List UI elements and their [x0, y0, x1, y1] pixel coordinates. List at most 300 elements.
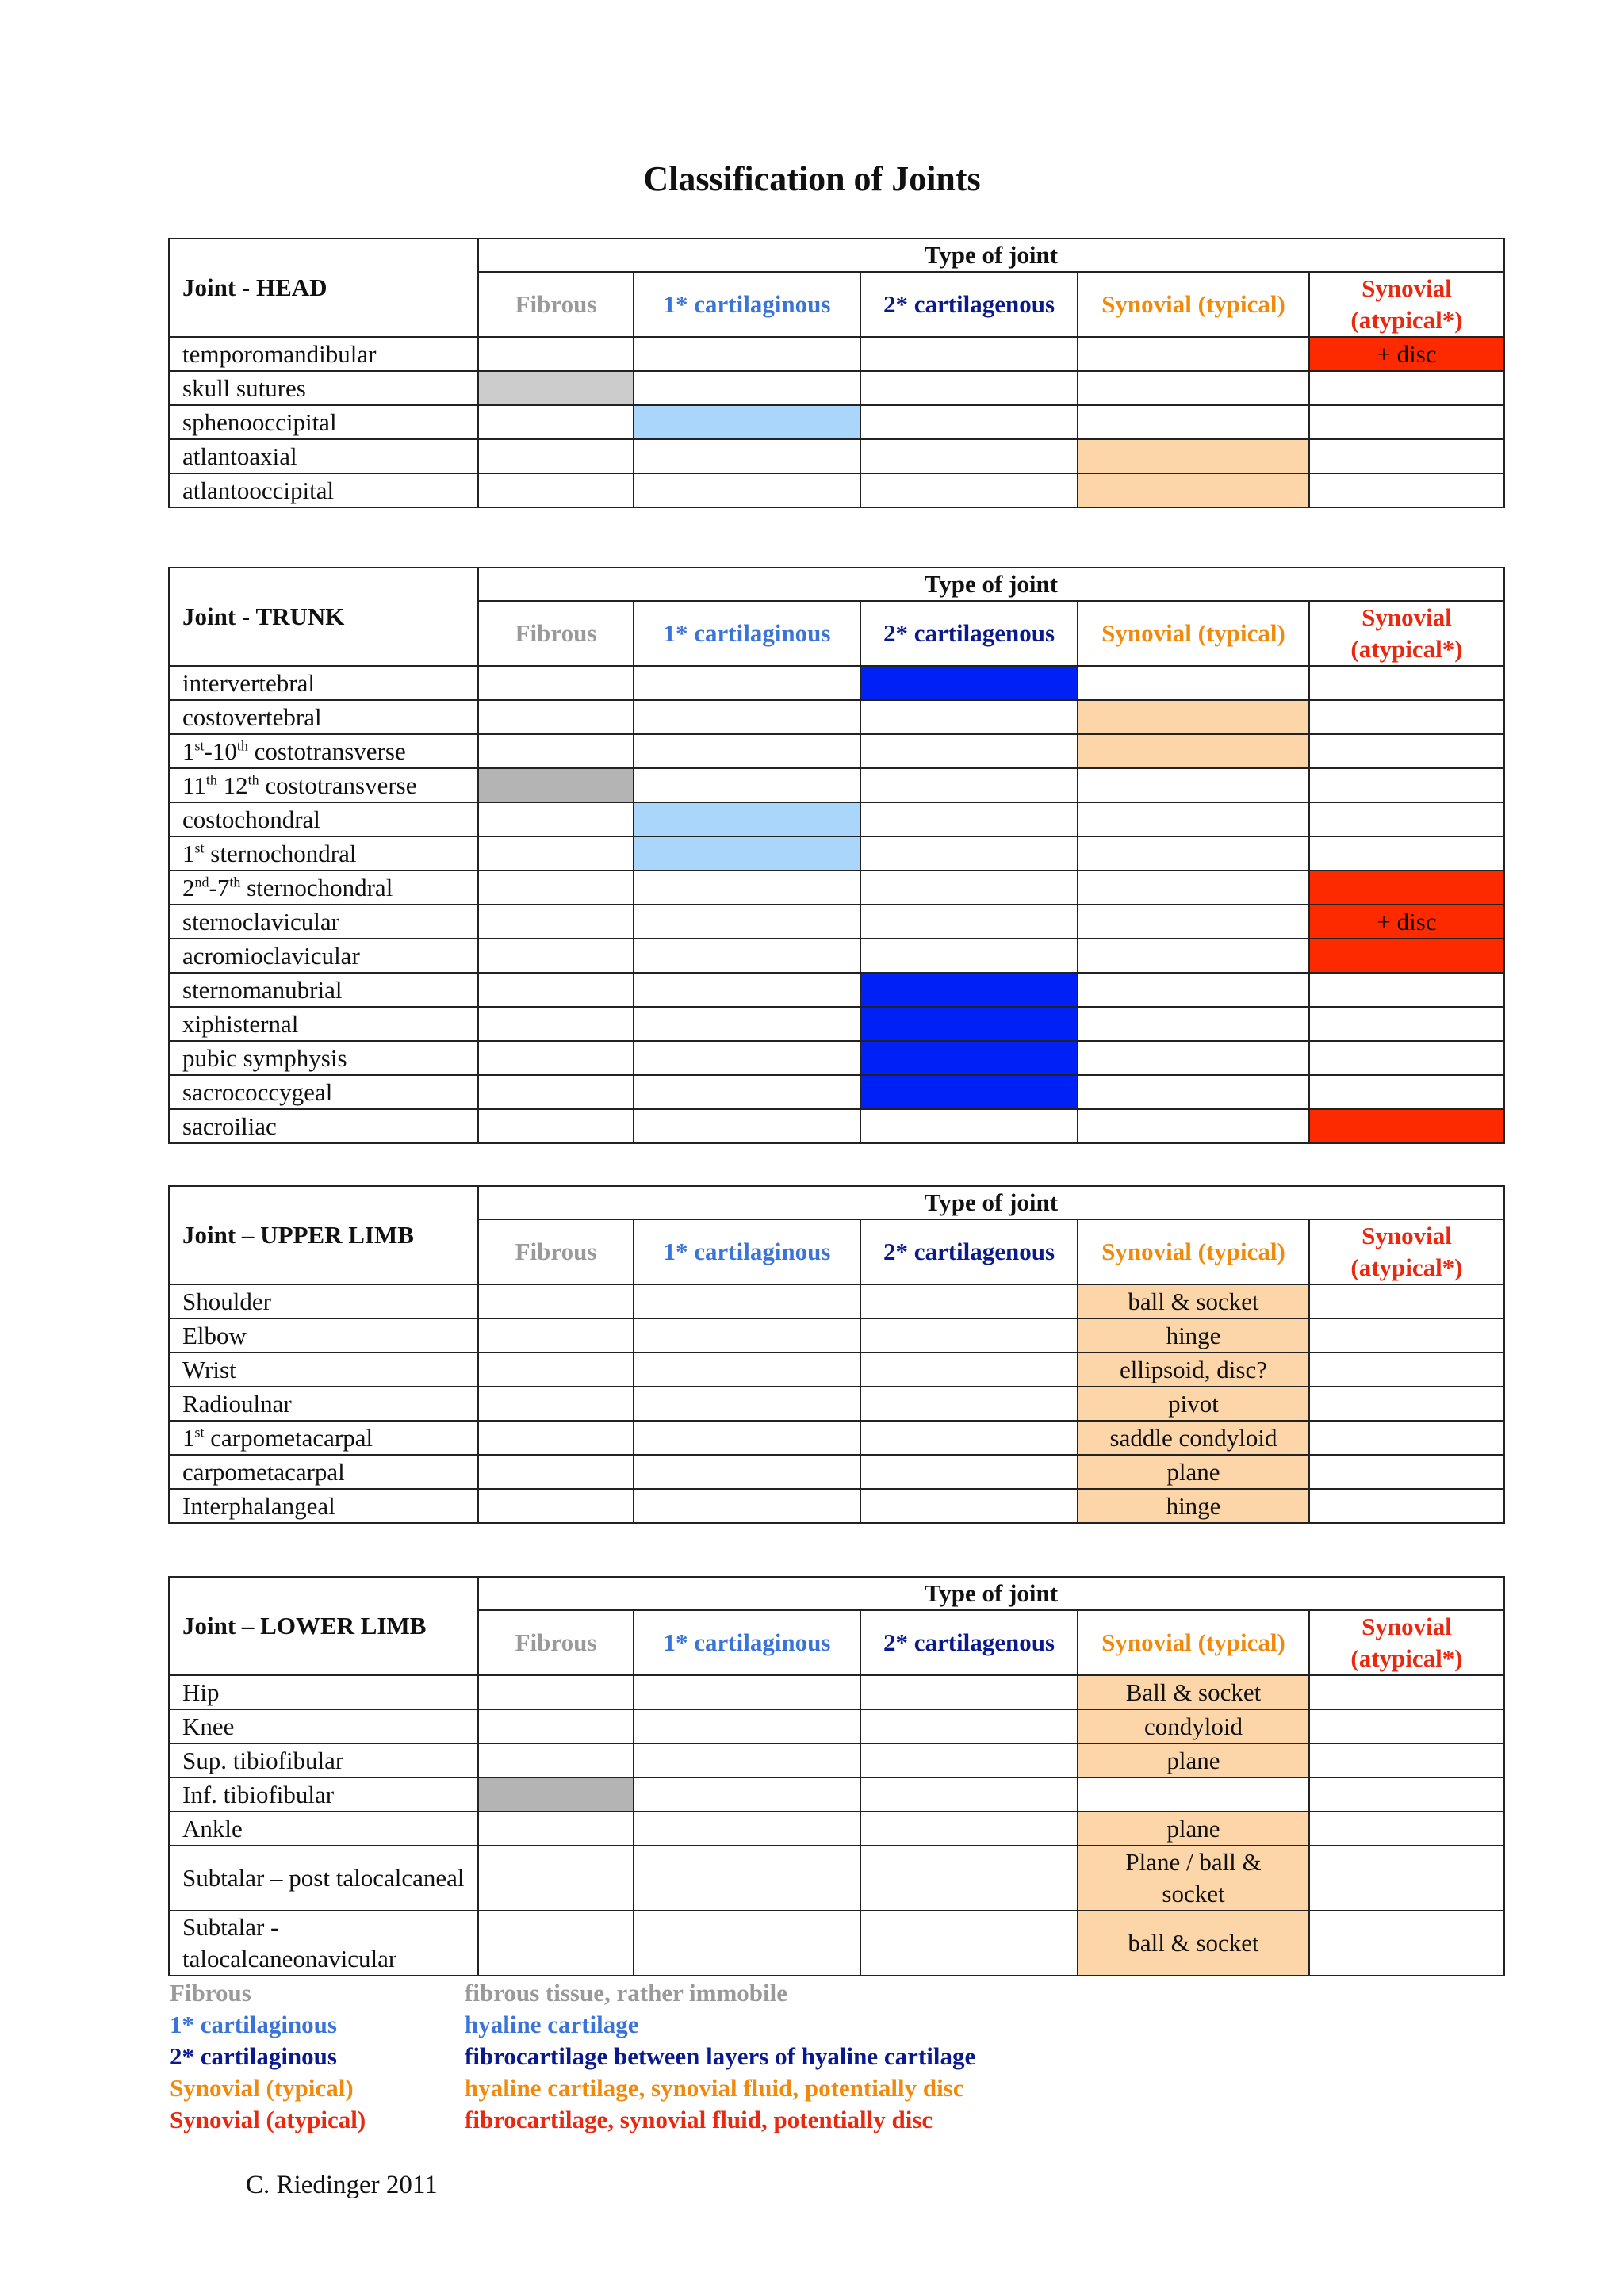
column-header-cart2: 2* cartilagenous [860, 601, 1078, 666]
cell-fibrous [478, 1284, 634, 1318]
cell-cart2 [860, 337, 1078, 371]
column-header-cart1: 1* cartilaginous [634, 601, 860, 666]
cell-fibrous [478, 337, 634, 371]
cell-syn_atyp [1309, 473, 1504, 507]
column-header-fibrous: Fibrous [478, 1219, 634, 1284]
cell-fibrous [478, 1455, 634, 1489]
cell-cart1 [634, 734, 860, 768]
cell-syn_typ [1078, 939, 1309, 973]
column-header-syn_atyp: Synovial (atypical*) [1309, 272, 1504, 337]
joint-name-part: -7 [209, 873, 230, 901]
cell-fibrous [478, 973, 634, 1007]
ordinal-suffix: nd [194, 874, 209, 890]
joint-name: Inf. tibiofibular [169, 1777, 478, 1812]
joint-name: Subtalar – post talocalcaneal [169, 1846, 478, 1911]
joint-name: Wrist [169, 1353, 478, 1387]
cell-cart1 [634, 1387, 860, 1421]
filled-cell-syn_typ [1078, 473, 1309, 507]
cell-syn_atyp [1309, 1075, 1504, 1109]
joint-name: Sup. tibiofibular [169, 1743, 478, 1777]
author-credit: C. Riedinger 2011 [246, 2171, 438, 2199]
column-header-cart1: 1* cartilaginous [634, 1219, 860, 1284]
legend-item [170, 2009, 975, 2041]
table-row [169, 1812, 1504, 1846]
cell-cart1 [634, 1846, 860, 1911]
filled-cell-cart2 [860, 1041, 1078, 1075]
cell-fibrous [478, 802, 634, 836]
cell-cart2 [860, 1353, 1078, 1387]
joint-name [169, 768, 478, 802]
cell-cart2 [860, 473, 1078, 507]
filled-cell-cart2 [860, 973, 1078, 1007]
cell-cart2 [860, 1284, 1078, 1318]
cell-cart1 [634, 1777, 860, 1812]
joint-name: Subtalar - talocalcaneonavicular [169, 1911, 478, 1976]
table-row [169, 1743, 1504, 1777]
joint-name: Ankle [169, 1812, 478, 1846]
filled-cell-syn_typ: Ball & socket [1078, 1675, 1309, 1709]
filled-cell-syn_typ: pivot [1078, 1387, 1309, 1421]
cell-cart2 [860, 768, 1078, 802]
joint-table [168, 567, 1505, 1144]
cell-syn_atyp [1309, 1709, 1504, 1743]
filled-cell-syn_atyp: + disc [1309, 905, 1504, 939]
cell-syn_atyp [1309, 1812, 1504, 1846]
joint-name-part: carpometacarpal [204, 1423, 373, 1452]
table-row [169, 1075, 1504, 1109]
page-title: Classification of Joints [643, 159, 981, 198]
table-row [169, 1109, 1504, 1143]
joint-name-part: 1 [182, 839, 195, 867]
joint-name: Elbow [169, 1318, 478, 1353]
cell-cart1 [634, 939, 860, 973]
cell-syn_atyp [1309, 802, 1504, 836]
joint-name-part: sternochondral [204, 839, 357, 867]
joint-name: costovertebral [169, 700, 478, 734]
table-row [169, 871, 1504, 905]
legend-description: hyaline cartilage [465, 2011, 639, 2038]
joint-name: Hip [169, 1675, 478, 1709]
joint-name: carpometacarpal [169, 1455, 478, 1489]
table-row [169, 1318, 1504, 1353]
filled-cell-syn_typ: plane [1078, 1812, 1309, 1846]
joint-name: xiphisternal [169, 1007, 478, 1041]
cell-syn_typ [1078, 337, 1309, 371]
table-heading: Joint - TRUNK [169, 568, 478, 666]
cell-syn_atyp [1309, 1455, 1504, 1489]
joint-name: intervertebral [169, 666, 478, 700]
filled-cell-syn_atyp [1309, 871, 1504, 905]
filled-cell-syn_typ: plane [1078, 1743, 1309, 1777]
filled-cell-cart1 [634, 802, 860, 836]
filled-cell-cart2 [860, 1075, 1078, 1109]
table-row [169, 371, 1504, 405]
filled-cell-syn_typ [1078, 439, 1309, 473]
cell-cart1 [634, 1489, 860, 1523]
cell-cart1 [634, 1318, 860, 1353]
table-row [169, 439, 1504, 473]
cell-cart1 [634, 1421, 860, 1455]
joint-name [169, 871, 478, 905]
cell-fibrous [478, 473, 634, 507]
column-header-syn_atyp: Synovial (atypical*) [1309, 1610, 1504, 1675]
cell-syn_atyp [1309, 1353, 1504, 1387]
table-row [169, 666, 1504, 700]
legend-name: 2* cartilaginous [170, 2042, 337, 2070]
column-header-syn_typ: Synovial (typical) [1078, 601, 1309, 666]
cell-syn_typ [1078, 666, 1309, 700]
column-header-cart1: 1* cartilaginous [634, 1610, 860, 1675]
cell-cart2 [860, 700, 1078, 734]
table-row [169, 1455, 1504, 1489]
joint-name [169, 1421, 478, 1455]
joint-name-part: 12 [216, 771, 248, 799]
table-row [169, 939, 1504, 973]
cell-syn_atyp [1309, 405, 1504, 439]
legend [170, 1977, 975, 2136]
cell-cart1 [634, 1675, 860, 1709]
cell-syn_atyp [1309, 1007, 1504, 1041]
table-heading: Joint - HEAD [169, 239, 478, 337]
cell-cart2 [860, 871, 1078, 905]
filled-cell-fibrous [478, 768, 634, 802]
joint-name-part: 1 [182, 1423, 195, 1452]
cell-cart1 [634, 1284, 860, 1318]
cell-cart2 [860, 1387, 1078, 1421]
cell-syn_atyp [1309, 371, 1504, 405]
cell-syn_atyp [1309, 973, 1504, 1007]
table-row [169, 1846, 1504, 1911]
ordinal-suffix: st [194, 1424, 205, 1441]
table-row [169, 337, 1504, 371]
table-row [169, 802, 1504, 836]
ordinal-suffix: th [205, 771, 217, 788]
header-row [169, 568, 1504, 601]
cell-fibrous [478, 1041, 634, 1075]
table-row [169, 1709, 1504, 1743]
table-row [169, 1353, 1504, 1387]
cell-fibrous [478, 734, 634, 768]
cell-cart1 [634, 337, 860, 371]
cell-cart2 [860, 905, 1078, 939]
type-of-joint-label: Type of joint [478, 1577, 1504, 1610]
column-header-fibrous: Fibrous [478, 272, 634, 337]
cell-syn_atyp [1309, 1777, 1504, 1812]
cell-cart2 [860, 1318, 1078, 1353]
cell-cart1 [634, 1075, 860, 1109]
cell-cart1 [634, 666, 860, 700]
table-row [169, 734, 1504, 768]
joint-table [168, 1185, 1505, 1524]
legend-item [170, 2104, 975, 2136]
cell-cart2 [860, 1846, 1078, 1911]
cell-cart1 [634, 371, 860, 405]
header-row [169, 239, 1504, 272]
legend-item [170, 2041, 975, 2072]
joint-name: acromioclavicular [169, 939, 478, 973]
cell-syn_atyp [1309, 1743, 1504, 1777]
cell-syn_typ [1078, 405, 1309, 439]
cell-cart1 [634, 1353, 860, 1387]
ordinal-suffix: th [229, 874, 241, 890]
table-row [169, 1041, 1504, 1075]
table-row [169, 1284, 1504, 1318]
cell-syn_atyp [1309, 1421, 1504, 1455]
cell-cart2 [860, 1812, 1078, 1846]
cell-fibrous [478, 1743, 634, 1777]
filled-cell-syn_typ: condyloid [1078, 1709, 1309, 1743]
filled-cell-cart1 [634, 405, 860, 439]
filled-cell-cart2 [860, 1007, 1078, 1041]
cell-cart1 [634, 439, 860, 473]
cell-cart2 [860, 405, 1078, 439]
ordinal-suffix: st [194, 737, 205, 754]
table-row [169, 836, 1504, 871]
cell-cart2 [860, 439, 1078, 473]
cell-fibrous [478, 939, 634, 973]
filled-cell-syn_typ [1078, 734, 1309, 768]
cell-cart2 [860, 939, 1078, 973]
table-row [169, 1489, 1504, 1523]
cell-syn_atyp [1309, 1911, 1504, 1976]
cell-cart2 [860, 1489, 1078, 1523]
cell-syn_typ [1078, 1075, 1309, 1109]
joint-name-part: sternochondral [240, 873, 393, 901]
cell-cart2 [860, 1675, 1078, 1709]
table-row [169, 768, 1504, 802]
table-row [169, 973, 1504, 1007]
cell-syn_typ [1078, 768, 1309, 802]
cell-fibrous [478, 871, 634, 905]
filled-cell-syn_typ: ball & socket [1078, 1911, 1309, 1976]
cell-syn_atyp [1309, 1318, 1504, 1353]
legend-description: hyaline cartilage, synovial fluid, potentially disc [465, 2074, 964, 2102]
cell-cart1 [634, 768, 860, 802]
cell-cart2 [860, 1109, 1078, 1143]
cell-fibrous [478, 1318, 634, 1353]
cell-cart1 [634, 871, 860, 905]
cell-fibrous [478, 405, 634, 439]
cell-cart2 [860, 1421, 1078, 1455]
joint-name [169, 836, 478, 871]
cell-syn_typ [1078, 371, 1309, 405]
cell-syn_atyp [1309, 700, 1504, 734]
joint-name: sacroiliac [169, 1109, 478, 1143]
joint-name: sternoclavicular [169, 905, 478, 939]
cell-cart1 [634, 1007, 860, 1041]
cell-cart1 [634, 700, 860, 734]
cell-syn_typ [1078, 871, 1309, 905]
cell-fibrous [478, 1075, 634, 1109]
cell-cart1 [634, 1812, 860, 1846]
cell-syn_typ [1078, 836, 1309, 871]
filled-cell-fibrous [478, 1777, 634, 1812]
filled-cell-cart1 [634, 836, 860, 871]
table-row [169, 473, 1504, 507]
joint-name-part: costotransverse [259, 771, 417, 799]
type-of-joint-label: Type of joint [478, 239, 1504, 272]
table-row [169, 1421, 1504, 1455]
cell-cart2 [860, 1911, 1078, 1976]
cell-syn_atyp [1309, 1675, 1504, 1709]
joint-name-part: 2 [182, 873, 195, 901]
joint-name: Interphalangeal [169, 1489, 478, 1523]
joint-name: Shoulder [169, 1284, 478, 1318]
cell-cart1 [634, 1743, 860, 1777]
ordinal-suffix: st [194, 840, 205, 856]
column-header-syn_typ: Synovial (typical) [1078, 1610, 1309, 1675]
cell-cart2 [860, 371, 1078, 405]
cell-cart1 [634, 1911, 860, 1976]
cell-cart1 [634, 1041, 860, 1075]
filled-cell-syn_typ: hinge [1078, 1489, 1309, 1523]
cell-syn_atyp [1309, 1489, 1504, 1523]
cell-syn_atyp [1309, 768, 1504, 802]
cell-fibrous [478, 439, 634, 473]
legend-item [170, 2072, 975, 2104]
table-row [169, 905, 1504, 939]
filled-cell-syn_atyp [1309, 939, 1504, 973]
column-header-syn_typ: Synovial (typical) [1078, 1219, 1309, 1284]
cell-fibrous [478, 1421, 634, 1455]
cell-syn_atyp [1309, 1387, 1504, 1421]
cell-cart1 [634, 473, 860, 507]
cell-cart1 [634, 1455, 860, 1489]
joint-name [169, 734, 478, 768]
cell-cart1 [634, 1709, 860, 1743]
joint-name-part: costotransverse [247, 737, 406, 765]
cell-syn_typ [1078, 1109, 1309, 1143]
type-of-joint-label: Type of joint [478, 1186, 1504, 1219]
cell-fibrous [478, 1709, 634, 1743]
cell-cart2 [860, 836, 1078, 871]
cell-syn_typ [1078, 905, 1309, 939]
cell-syn_typ [1078, 1777, 1309, 1812]
cell-syn_typ [1078, 1041, 1309, 1075]
table-row [169, 1007, 1504, 1041]
joint-name: sacrococcygeal [169, 1075, 478, 1109]
cell-syn_atyp [1309, 734, 1504, 768]
joint-name: atlantoaxial [169, 439, 478, 473]
legend-description: fibrous tissue, rather immobile [465, 1979, 788, 2007]
filled-cell-fibrous [478, 371, 634, 405]
filled-cell-syn_typ: saddle condyloid [1078, 1421, 1309, 1455]
table-row [169, 405, 1504, 439]
cell-syn_typ [1078, 1007, 1309, 1041]
joint-name: pubic symphysis [169, 1041, 478, 1075]
column-header-syn_atyp: Synovial (atypical*) [1309, 601, 1504, 666]
cell-cart1 [634, 1109, 860, 1143]
table-row [169, 1675, 1504, 1709]
cell-syn_atyp [1309, 439, 1504, 473]
joint-name: atlantooccipital [169, 473, 478, 507]
cell-cart1 [634, 973, 860, 1007]
filled-cell-syn_typ: Plane / ball & socket [1078, 1846, 1309, 1911]
joint-name-part: 11 [182, 771, 206, 799]
cell-fibrous [478, 836, 634, 871]
joint-name: Knee [169, 1709, 478, 1743]
cell-fibrous [478, 666, 634, 700]
cell-fibrous [478, 1675, 634, 1709]
cell-cart2 [860, 802, 1078, 836]
legend-description: fibrocartilage, synovial fluid, potentially disc [465, 2106, 933, 2133]
joint-name: skull sutures [169, 371, 478, 405]
cell-fibrous [478, 1812, 634, 1846]
cell-syn_atyp [1309, 1041, 1504, 1075]
table-row [169, 700, 1504, 734]
column-header-syn_typ: Synovial (typical) [1078, 272, 1309, 337]
filled-cell-syn_atyp [1309, 1109, 1504, 1143]
cell-fibrous [478, 905, 634, 939]
cell-fibrous [478, 1353, 634, 1387]
cell-fibrous [478, 700, 634, 734]
cell-cart2 [860, 734, 1078, 768]
header-row [169, 1577, 1504, 1610]
cell-cart1 [634, 905, 860, 939]
table-row [169, 1387, 1504, 1421]
legend-description: fibrocartilage between layers of hyaline cartilage [465, 2042, 976, 2070]
cell-fibrous [478, 1489, 634, 1523]
cell-fibrous [478, 1911, 634, 1976]
cell-cart2 [860, 1777, 1078, 1812]
filled-cell-syn_typ: ball & socket [1078, 1284, 1309, 1318]
joint-table [168, 238, 1505, 508]
column-header-cart2: 2* cartilagenous [860, 1610, 1078, 1675]
column-header-cart2: 2* cartilagenous [860, 1219, 1078, 1284]
cell-syn_typ [1078, 802, 1309, 836]
column-header-cart2: 2* cartilagenous [860, 272, 1078, 337]
column-header-fibrous: Fibrous [478, 601, 634, 666]
ordinal-suffix: th [247, 771, 259, 788]
legend-item [170, 1977, 975, 2009]
legend-name: Fibrous [170, 1979, 251, 2007]
legend-name: 1* cartilaginous [170, 2011, 337, 2038]
cell-fibrous [478, 1007, 634, 1041]
filled-cell-syn_typ: hinge [1078, 1318, 1309, 1353]
joint-name: costochondral [169, 802, 478, 836]
header-row [169, 1186, 1504, 1219]
table-row [169, 1777, 1504, 1812]
cell-fibrous [478, 1846, 634, 1911]
filled-cell-syn_atyp: + disc [1309, 337, 1504, 371]
column-header-fibrous: Fibrous [478, 1610, 634, 1675]
joint-name-part: 1 [182, 737, 195, 765]
filled-cell-syn_typ: plane [1078, 1455, 1309, 1489]
cell-fibrous [478, 1387, 634, 1421]
cell-cart2 [860, 1709, 1078, 1743]
filled-cell-cart2 [860, 666, 1078, 700]
table-heading: Joint – UPPER LIMB [169, 1186, 478, 1284]
joint-table [168, 1576, 1505, 1976]
joint-name: Radioulnar [169, 1387, 478, 1421]
filled-cell-syn_typ: ellipsoid, disc? [1078, 1353, 1309, 1387]
cell-syn_atyp [1309, 666, 1504, 700]
cell-fibrous [478, 1109, 634, 1143]
type-of-joint-label: Type of joint [478, 568, 1504, 601]
joint-name: sternomanubrial [169, 973, 478, 1007]
cell-syn_atyp [1309, 1284, 1504, 1318]
cell-cart2 [860, 1455, 1078, 1489]
table-heading: Joint – LOWER LIMB [169, 1577, 478, 1675]
joint-name-part: -10 [204, 737, 237, 765]
legend-name: Synovial (atypical) [170, 2106, 366, 2133]
joint-name: sphenooccipital [169, 405, 478, 439]
column-header-cart1: 1* cartilaginous [634, 272, 860, 337]
cell-syn_atyp [1309, 1846, 1504, 1911]
joint-name: temporomandibular [169, 337, 478, 371]
cell-cart2 [860, 1743, 1078, 1777]
filled-cell-syn_typ [1078, 700, 1309, 734]
